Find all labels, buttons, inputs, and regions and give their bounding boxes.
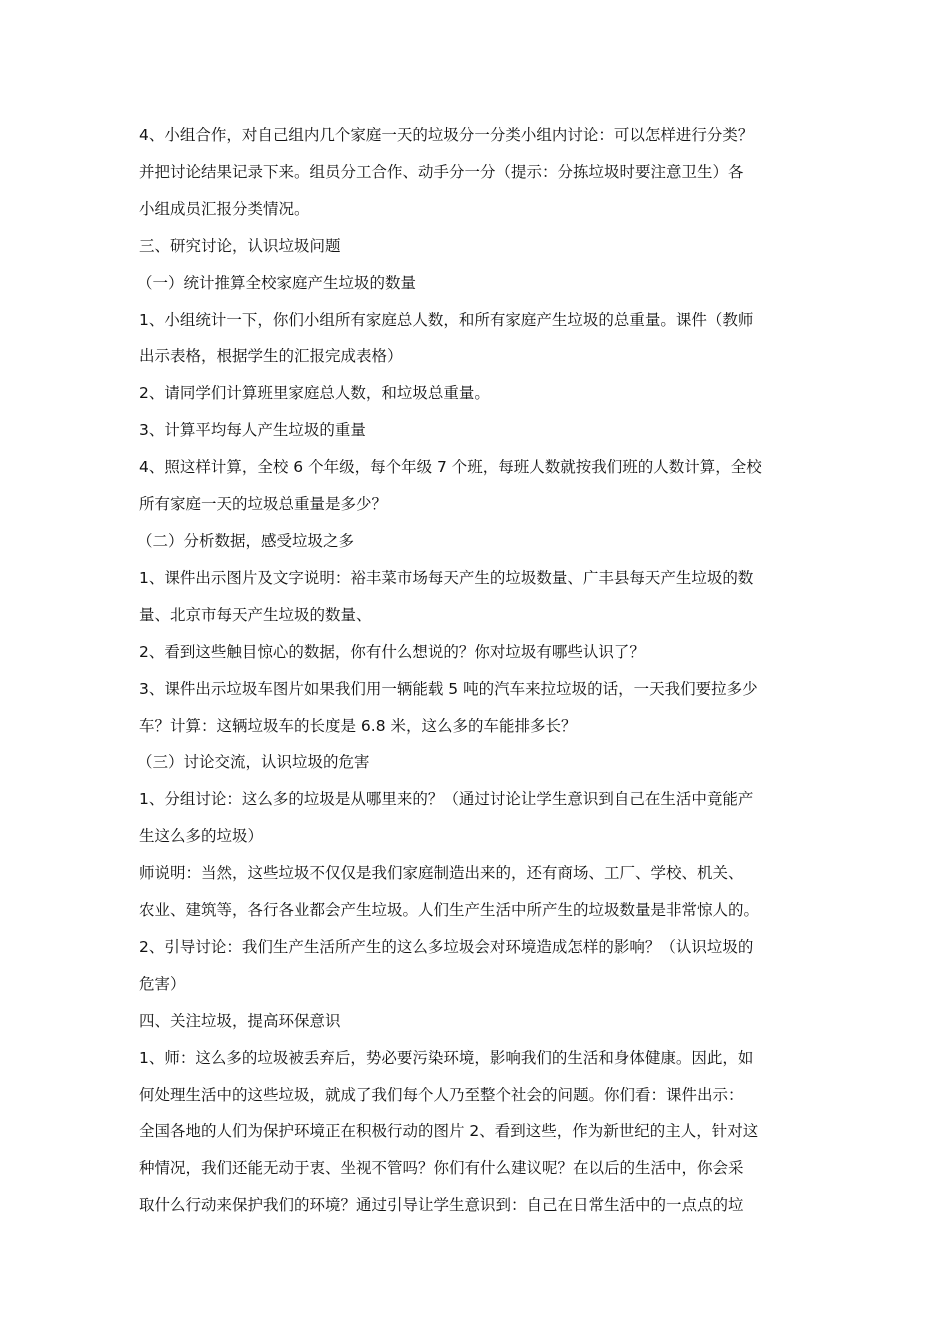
- paragraph-line: 小组成员汇报分类情况。: [139, 199, 310, 218]
- paragraph-line: 危害）: [139, 974, 186, 993]
- paragraph-line: 1、课件出示图片及文字说明：裕丰菜市场每天产生的垃圾数量、广丰县每天产生垃圾的数: [139, 568, 754, 587]
- subsection-heading: （三）讨论交流，认识垃圾的危害: [137, 753, 370, 772]
- paragraph-line: 4、小组合作，对自己组内几个家庭一天的垃圾分一分类小组内讨论：可以怎样进行分类？: [139, 126, 754, 144]
- paragraph-line: 4、照这样计算，全校 6 个年级，每个年级 7 个班，每班人数就按我们班的人数计算，全校: [139, 458, 762, 477]
- paragraph-line: 生这么多的垃圾）: [139, 827, 264, 846]
- section-heading: 三、研究讨论，认识垃圾问题: [139, 236, 341, 255]
- paragraph-line: 出示表格，根据学生的汇报完成表格）: [139, 347, 403, 366]
- document-body: [139, 117, 819, 1224]
- section-heading: 四、关注垃圾，提高环保意识: [139, 1011, 341, 1030]
- paragraph-line: 农业、建筑等，各行各业都会产生垃圾。人们生产生活中所产生的垃圾数量是非常惊人的。: [139, 901, 760, 920]
- paragraph-line: 2、看到这些触目惊心的数据，你有什么想说的？你对垃圾有哪些认识了？: [139, 642, 645, 661]
- paragraph-line: 1、分组讨论：这么多的垃圾是从哪里来的？（通过讨论让学生意识到自己在生活中竟能产: [139, 790, 754, 809]
- paragraph-line: 师说明：当然，这些垃圾不仅仅是我们家庭制造出来的，还有商场、工厂、学校、机关、: [139, 864, 744, 883]
- paragraph-line: 1、师：这么多的垃圾被丢弃后，势必要污染环境，影响我们的生活和身体健康。因此，如: [139, 1048, 754, 1067]
- paragraph-line: 何处理生活中的这些垃圾，就成了我们每个人乃至整个社会的问题。你们看：课件出示：: [139, 1085, 744, 1104]
- paragraph-line: 3、计算平均每人产生垃圾的重量: [139, 421, 366, 440]
- paragraph-line: 种情况，我们还能无动于衷、坐视不管吗？你们有什么建议呢？在以后的生活中，你会采: [139, 1159, 744, 1178]
- paragraph-line: 车？计算：这辆垃圾车的长度是 6.8 米，这么多的车能排多长？: [139, 716, 577, 735]
- paragraph-line: 并把讨论结果记录下来。组员分工合作、动手分一分（提示：分拣垃圾时要注意卫生）各: [139, 162, 744, 181]
- subsection-heading: （二）分析数据，感受垃圾之多: [137, 531, 355, 550]
- paragraph-line: 量、北京市每天产生垃圾的数量、: [139, 605, 372, 624]
- paragraph-line: 2、请同学们计算班里家庭总人数，和垃圾总重量。: [139, 384, 490, 403]
- paragraph-line: 3、课件出示垃圾车图片如果我们用一辆能载 5 吨的汽车来拉垃圾的话，一天我们要拉多少: [139, 679, 758, 698]
- subsection-heading: （一）统计推算全校家庭产生垃圾的数量: [137, 273, 417, 292]
- paragraph-line: 2、引导讨论：我们生产生活所产生的这么多垃圾会对环境造成怎样的影响？（认识垃圾的: [139, 937, 754, 956]
- paragraph-line: 全国各地的人们为保护环境正在积极行动的图片 2、看到这些，作为新世纪的主人，针对这: [139, 1122, 759, 1141]
- paragraph-line: 所有家庭一天的垃圾总重量是多少？: [139, 495, 388, 514]
- paragraph-line: 1、小组统计一下，你们小组所有家庭总人数，和所有家庭产生垃圾的总重量。课件（教师: [139, 310, 754, 329]
- paragraph-line: 取什么行动来保护我们的环境？通过引导让学生意识到：自己在日常生活中的一点点的垃: [139, 1196, 744, 1215]
